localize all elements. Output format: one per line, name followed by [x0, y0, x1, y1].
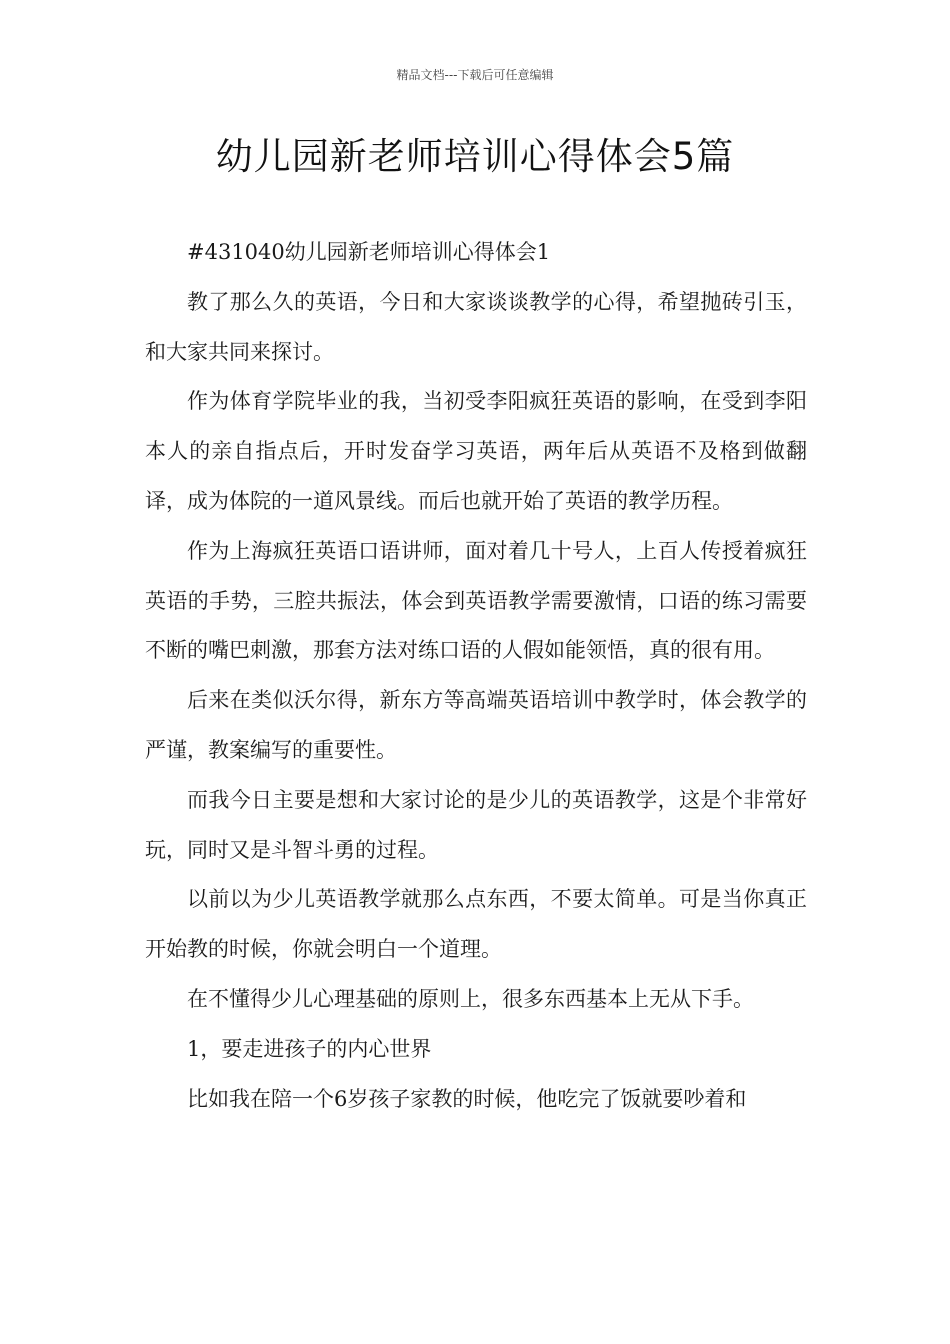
header-note: 精品文档---下载后可任意编辑 — [396, 68, 554, 82]
paragraph: 在不懂得少儿心理基础的原则上，很多东西基本上无从下手。 — [187, 986, 754, 1011]
document-body — [145, 228, 807, 1124]
paragraph-subtitle: #431040幼儿园新老师培训心得体会1 — [187, 240, 551, 264]
paragraph: 教了那么久的英语，今日和大家谈谈教学的心得，希望抛砖引玉，和大家共同来探讨。 — [145, 289, 807, 364]
paragraph: 以前以为少儿英语教学就那么点东西，不要太简单。可是当你真正开始教的时候，你就会明白一个道理。 — [145, 887, 807, 962]
paragraph: 作为上海疯狂英语口语讲师，面对着几十号人，上百人传授着疯狂英语的手势，三腔共振法，体会到英语教学需要激情，口语的练习需要不断的嘴巴刺激，那套方法对练口语的人假如能领悟，真的很有用。 — [145, 538, 807, 663]
paragraph: 后来在类似沃尔得，新东方等高端英语培训中教学时，体会教学的严谨，教案编写的重要性。 — [145, 688, 807, 762]
paragraph: 比如我在陪一个6岁孩子家教的时候，他吃完了饭就要吵着和 — [187, 1086, 747, 1111]
paragraph: 而我今日主要是想和大家讨论的是少儿的英语教学，这是个非常好玩，同时又是斗智斗勇的过程。 — [145, 787, 807, 862]
section-heading: 1，要走进孩子的内心世界 — [187, 1036, 432, 1061]
document-title: 幼儿园新老师培训心得体会5篇 — [215, 135, 735, 178]
paragraph: 作为体育学院毕业的我，当初受李阳疯狂英语的影响，在受到李阳本人的亲自指点后，开时发奋学习英语，两年后从英语不及格到做翻译，成为体院的一道风景线。而后也就开始了英语的教学历程。 — [145, 389, 807, 513]
